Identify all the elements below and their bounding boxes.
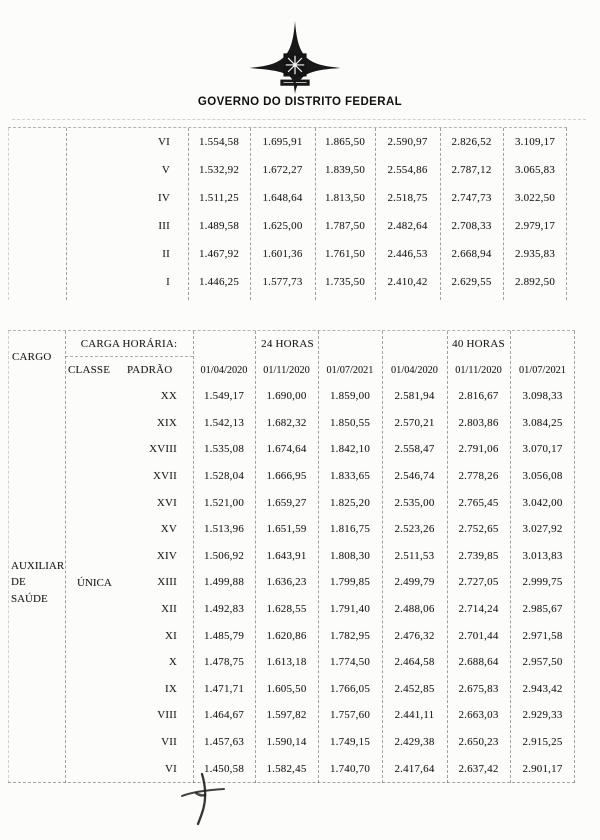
date-header-cell: 01/04/2020 [200, 364, 248, 376]
value-cell: 2.590,97 [387, 136, 428, 148]
padrao-cell: VI [157, 136, 170, 148]
value-cell: 2.523,26 [394, 523, 435, 536]
padrao-cell: XII [161, 603, 177, 616]
padrao-cell: XIX [156, 416, 177, 429]
padrao-cell: IX [164, 682, 177, 695]
table-row [8, 128, 567, 156]
empty-cargo-cell [8, 676, 65, 703]
table-row [8, 489, 575, 516]
value-cell: 1.542,13 [203, 416, 245, 429]
value-cell: 2.546,74 [394, 470, 435, 483]
value-cell: 1.791,40 [329, 603, 371, 616]
value-cell: 2.482,64 [387, 220, 428, 232]
table-row [8, 410, 575, 437]
table-row [8, 436, 575, 463]
value-cell: 1.682,32 [266, 416, 307, 429]
empty-classe-cell [65, 463, 133, 490]
empty-cargo-cell [8, 184, 66, 212]
value-cell: 1.816,75 [329, 523, 371, 536]
value-cell: 1.582,45 [266, 762, 307, 775]
value-cell: 1.450,58 [203, 762, 245, 775]
value-cell: 1.735,50 [324, 276, 366, 288]
value-cell: 2.410,42 [387, 276, 428, 288]
empty-classe-cell [65, 622, 133, 649]
empty-cargo-cell [8, 516, 65, 543]
value-cell: 1.761,50 [324, 248, 366, 260]
value-cell: 2.581,94 [394, 390, 435, 403]
value-cell: 3.084,25 [522, 416, 563, 429]
header-carga-horaria: CARGA HORÁRIA: [65, 331, 193, 357]
empty-classe-cell [65, 596, 133, 623]
value-cell: 1.528,04 [203, 470, 245, 483]
value-cell: 2.417,64 [394, 762, 435, 775]
value-cell: 2.446,53 [387, 248, 428, 260]
value-cell: 2.765,45 [458, 496, 499, 509]
value-cell: 2.663,03 [458, 709, 499, 722]
value-cell: 3.056,08 [522, 470, 563, 483]
value-cell: 1.842,10 [329, 443, 371, 456]
empty-classe-cell [65, 516, 133, 543]
scan-artifact-line [12, 119, 586, 120]
value-cell: 2.511,53 [394, 549, 435, 562]
value-cell: 1.774,50 [329, 656, 371, 669]
table-row [8, 676, 575, 703]
value-cell: 3.022,50 [514, 192, 556, 204]
empty-cargo-cell [8, 128, 66, 156]
value-cell: 1.506,92 [203, 549, 245, 562]
value-cell: 1.446,25 [198, 276, 240, 288]
empty-cargo-cell [8, 543, 65, 570]
value-cell: 1.601,36 [262, 248, 303, 260]
value-cell: 3.027,92 [522, 523, 563, 536]
table-row [8, 543, 575, 570]
value-cell: 2.637,42 [458, 762, 499, 775]
value-cell: 2.957,50 [522, 656, 563, 669]
top-table-rows [8, 128, 567, 296]
empty-cargo-cell [8, 212, 66, 240]
value-cell: 2.929,33 [522, 709, 563, 722]
value-cell: 2.727,05 [458, 576, 499, 589]
header-24-horas: 24 HORAS [261, 338, 314, 350]
value-cell: 1.825,20 [329, 496, 371, 509]
empty-classe-cell [65, 755, 133, 782]
table-row [8, 240, 567, 268]
top-table [8, 127, 567, 300]
value-cell: 2.668,94 [451, 248, 492, 260]
value-cell: 2.701,44 [458, 629, 499, 642]
table-row [8, 212, 567, 240]
value-cell: 1.672,27 [262, 164, 303, 176]
header-padrao: PADRÃO [127, 364, 173, 376]
table-row [8, 156, 567, 184]
value-cell: 2.629,55 [451, 276, 492, 288]
date-header-cell: 01/11/2020 [455, 364, 502, 376]
value-cell: 3.013,83 [522, 549, 563, 562]
table-row [8, 268, 567, 296]
value-cell: 2.675,83 [458, 682, 499, 695]
value-cell: 1.485,79 [203, 629, 245, 642]
value-cell: 1.478,75 [203, 656, 245, 669]
value-cell: 1.521,00 [203, 496, 245, 509]
empty-cargo-cell [8, 156, 66, 184]
value-cell: 3.109,17 [514, 136, 556, 148]
date-header-cell: 01/04/2020 [391, 364, 438, 376]
value-cell: 2.739,85 [458, 549, 499, 562]
value-cell: 2.971,58 [522, 629, 563, 642]
table-row [8, 516, 575, 543]
empty-cargo-cell [8, 569, 65, 596]
empty-classe-cell [65, 489, 133, 516]
value-cell: 1.467,92 [198, 248, 240, 260]
value-cell: 2.441,11 [394, 709, 435, 722]
header-40-horas: 40 HORAS [452, 338, 505, 350]
value-cell: 3.042,00 [522, 496, 563, 509]
value-cell: 2.901,17 [522, 762, 563, 775]
table-row [8, 184, 567, 212]
classe-value-cell: ÚNICA [77, 576, 112, 589]
value-cell: 2.791,06 [458, 443, 499, 456]
padrao-cell: VII [161, 736, 177, 749]
value-cell: 2.714,24 [458, 603, 499, 616]
value-cell: 1.695,91 [262, 136, 303, 148]
value-cell: 1.808,30 [329, 549, 371, 562]
value-cell: 1.620,86 [266, 629, 307, 642]
value-cell: 1.636,23 [266, 576, 307, 589]
empty-classe-cell [65, 436, 133, 463]
value-cell: 1.648,64 [262, 192, 303, 204]
value-cell: 2.535,00 [394, 496, 435, 509]
table-row [8, 755, 575, 782]
value-cell: 2.464,58 [394, 656, 435, 669]
value-cell: 1.833,65 [329, 470, 371, 483]
table-row [8, 649, 575, 676]
value-cell: 3.065,83 [514, 164, 556, 176]
value-cell: 1.749,15 [329, 736, 371, 749]
value-cell: 1.674,64 [266, 443, 307, 456]
value-cell: 1.666,95 [266, 470, 307, 483]
value-cell: 1.757,60 [329, 709, 371, 722]
padrao-cell: IV [157, 192, 170, 204]
value-cell: 2.979,17 [514, 220, 556, 232]
padrao-cell: XVIII [149, 443, 177, 456]
value-cell: 2.935,83 [514, 248, 556, 260]
padrao-cell: XVII [152, 470, 177, 483]
padrao-cell: III [158, 220, 170, 232]
table-row [8, 729, 575, 756]
value-cell: 2.803,86 [458, 416, 499, 429]
value-cell: 1.865,50 [324, 136, 366, 148]
value-cell: 1.740,70 [329, 762, 371, 775]
value-cell: 2.554,86 [387, 164, 428, 176]
table-row [8, 463, 575, 490]
value-cell: 2.499,79 [394, 576, 435, 589]
cargo-value-line1: AUXILIAR [11, 559, 65, 572]
value-cell: 2.915,25 [522, 736, 563, 749]
value-cell: 2.452,85 [394, 682, 435, 695]
empty-cargo-cell [8, 649, 65, 676]
empty-classe-cell [65, 729, 133, 756]
table-row [8, 702, 575, 729]
empty-cargo-cell [8, 622, 65, 649]
value-cell: 1.577,73 [262, 276, 303, 288]
value-cell: 1.513,96 [203, 523, 245, 536]
empty-cargo-cell [8, 729, 65, 756]
value-cell: 3.070,17 [522, 443, 563, 456]
date-header-cell: 01/07/2021 [326, 364, 374, 376]
value-cell: 1.813,50 [324, 192, 366, 204]
table-row [8, 383, 575, 410]
value-cell: 1.799,85 [329, 576, 371, 589]
value-cell: 1.464,67 [203, 709, 245, 722]
empty-classe-cell [65, 410, 133, 437]
value-cell: 2.518,75 [387, 192, 428, 204]
value-cell: 2.752,65 [458, 523, 499, 536]
value-cell: 1.766,05 [329, 682, 371, 695]
value-cell: 2.943,42 [522, 682, 563, 695]
empty-classe-cell [65, 569, 133, 596]
value-cell: 2.787,12 [451, 164, 492, 176]
value-cell: 1.613,18 [266, 656, 307, 669]
gdf-emblem-icon [247, 21, 343, 95]
value-cell: 1.605,50 [266, 682, 307, 695]
empty-cargo-cell [8, 489, 65, 516]
table-bottom-border [8, 782, 575, 783]
empty-classe-cell [65, 383, 133, 410]
header-dates [193, 357, 575, 383]
cargo-value-line2: DE SAÚDE [11, 576, 48, 605]
padrao-cell: VI [164, 762, 177, 775]
empty-classe-cell [65, 543, 133, 570]
value-cell: 1.457,63 [203, 736, 245, 749]
value-cell: 1.590,14 [266, 736, 307, 749]
value-cell: 2.558,47 [394, 443, 435, 456]
empty-cargo-cell [8, 383, 65, 410]
empty-cargo-cell [8, 240, 66, 268]
date-header-cell: 01/07/2021 [519, 364, 566, 376]
value-cell: 2.429,38 [394, 736, 435, 749]
value-cell: 2.816,67 [458, 390, 499, 403]
padrao-cell: XX [160, 390, 177, 403]
value-cell: 1.782,95 [329, 629, 371, 642]
value-cell: 2.778,26 [458, 470, 499, 483]
value-cell: 3.098,33 [522, 390, 563, 403]
padrao-cell: XIV [156, 549, 177, 562]
handwritten-cross-mark [172, 768, 242, 834]
salary-table [8, 330, 575, 783]
padrao-cell: II [162, 248, 170, 260]
empty-classe-cell [65, 702, 133, 729]
value-cell: 1.597,82 [266, 709, 307, 722]
padrao-cell: XV [160, 523, 177, 536]
value-cell: 2.826,52 [451, 136, 492, 148]
value-cell: 1.499,88 [203, 576, 245, 589]
value-cell: 2.999,75 [522, 576, 563, 589]
salary-table-rows [8, 383, 575, 782]
padrao-cell: XIII [157, 576, 177, 589]
value-cell: 1.787,50 [324, 220, 366, 232]
value-cell: 1.850,55 [329, 416, 371, 429]
value-cell: 1.492,83 [203, 603, 245, 616]
table-row [8, 569, 575, 596]
padrao-cell: VIII [157, 709, 177, 722]
table-row [8, 622, 575, 649]
page-title: GOVERNO DO DISTRITO FEDERAL [197, 96, 403, 108]
gdf-emblem-icon [244, 20, 346, 96]
value-cell: 1.549,17 [203, 390, 245, 403]
value-cell: 1.489,58 [198, 220, 240, 232]
value-cell: 1.535,08 [203, 443, 245, 456]
value-cell: 2.985,67 [522, 603, 563, 616]
value-cell: 2.892,50 [514, 276, 556, 288]
value-cell: 1.625,00 [262, 220, 303, 232]
value-cell: 1.628,55 [266, 603, 307, 616]
padrao-cell: I [166, 276, 170, 288]
value-cell: 2.708,33 [451, 220, 492, 232]
value-cell: 1.471,71 [203, 682, 245, 695]
value-cell: 1.839,50 [324, 164, 366, 176]
value-cell: 2.747,73 [451, 192, 492, 204]
value-cell: 2.688,64 [458, 656, 499, 669]
value-cell: 2.476,32 [394, 629, 435, 642]
padrao-cell: XVI [156, 496, 177, 509]
empty-cargo-cell [8, 410, 65, 437]
empty-cargo-cell [8, 268, 66, 296]
value-cell: 1.690,00 [266, 390, 307, 403]
empty-cargo-cell [8, 436, 65, 463]
value-cell: 1.554,58 [198, 136, 240, 148]
value-cell: 1.511,25 [199, 192, 239, 204]
empty-classe-cell [65, 676, 133, 703]
value-cell: 2.650,23 [458, 736, 499, 749]
value-cell: 1.532,92 [198, 164, 240, 176]
padrao-cell: X [168, 656, 177, 669]
header-cargo: CARGO [12, 351, 52, 363]
padrao-cell: V [161, 164, 170, 176]
value-cell: 1.643,91 [266, 549, 307, 562]
header-classe: CLASSE [68, 364, 111, 376]
value-cell: 2.488,06 [394, 603, 435, 616]
padrao-cell: XI [164, 629, 177, 642]
empty-classe-cell [65, 649, 133, 676]
value-cell: 1.651,59 [266, 523, 307, 536]
value-cell: 1.859,00 [329, 390, 371, 403]
empty-cargo-cell [8, 755, 65, 782]
empty-cargo-cell [8, 702, 65, 729]
empty-cargo-cell [8, 463, 65, 490]
empty-cargo-cell [8, 596, 65, 623]
value-cell: 1.659,27 [266, 496, 307, 509]
value-cell: 2.570,21 [394, 416, 435, 429]
table-row [8, 596, 575, 623]
date-header-cell: 01/11/2020 [263, 364, 310, 376]
